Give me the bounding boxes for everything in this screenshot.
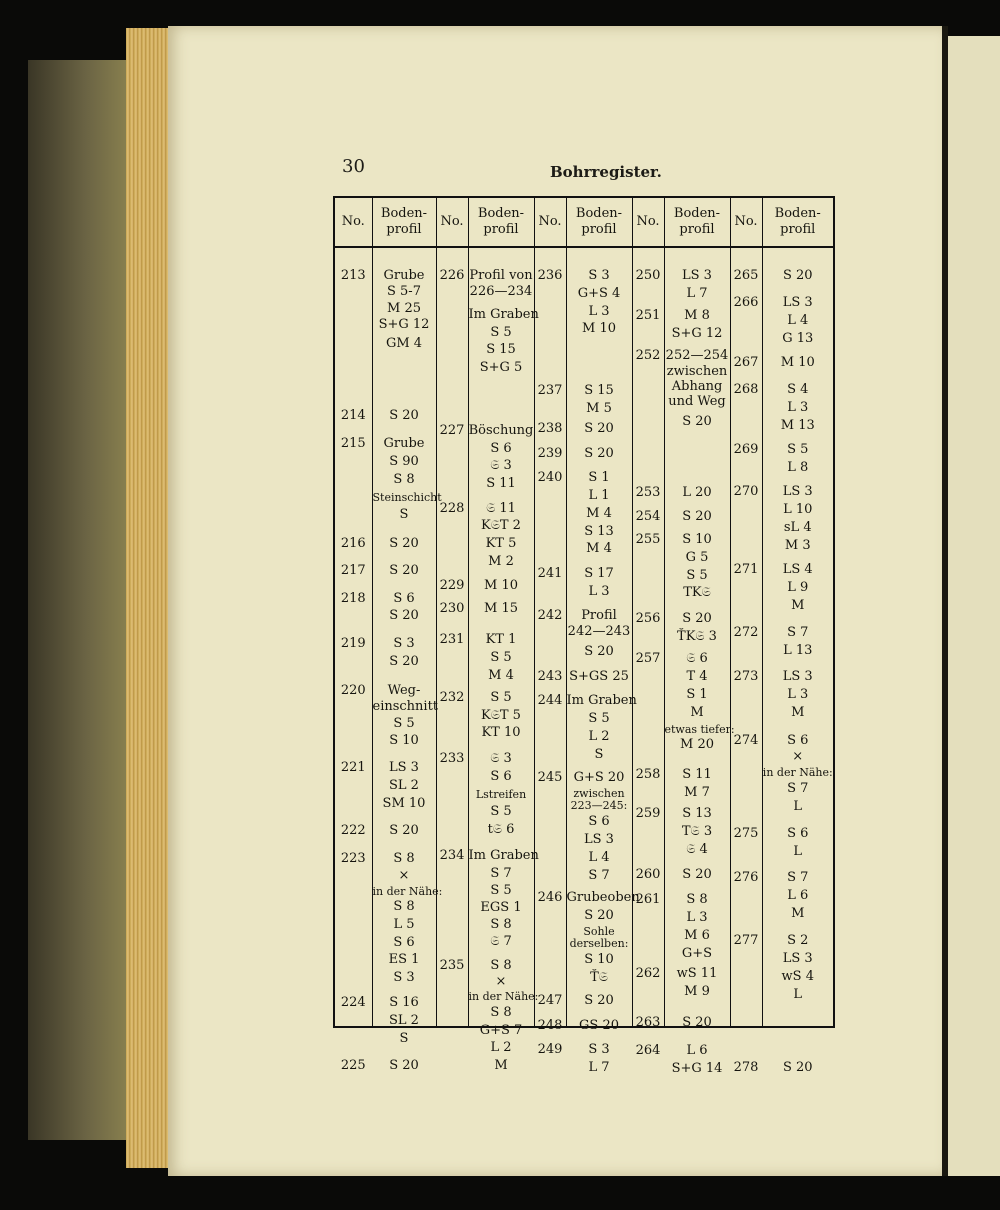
bohrung-number: 227 [439, 423, 465, 438]
header-no: No. [730, 197, 762, 247]
bohrung-number: 266 [733, 295, 759, 310]
profile-line: L 8 [787, 460, 809, 475]
profile-line: S 8 [490, 917, 512, 932]
profile-line: L 7 [588, 1060, 610, 1075]
bohrung-number: 221 [340, 760, 366, 775]
header-bodenprofil: Boden- profil [566, 197, 632, 247]
profile-column [566, 247, 640, 1075]
profile-line: SL 2 [389, 1013, 419, 1028]
profile-line: in der Nähe: [372, 885, 443, 898]
profile-line: M 15 [484, 601, 518, 616]
profile-line: S 20 [389, 563, 419, 578]
profile-line: LS 3 [682, 268, 712, 283]
number-column [632, 247, 664, 1058]
book-page-edges [28, 60, 134, 1140]
bohrung-number: 228 [439, 501, 465, 516]
profile-line: S 8 [393, 851, 415, 866]
profile-line: L 6 [787, 888, 809, 903]
profile-line: S 3 [588, 268, 610, 283]
profile-line: 𝔖 7 [490, 934, 512, 949]
profile-line: M 6 [684, 928, 710, 943]
header-bodenprofil: Boden- profil [372, 197, 436, 247]
profile-line: L 2 [490, 1040, 512, 1055]
profile-line: S 13 [682, 806, 712, 821]
bohrung-number: 243 [537, 669, 563, 684]
profile-line: M [791, 598, 805, 613]
bohrung-number: 253 [635, 485, 661, 500]
profile-line: M [791, 906, 805, 921]
profile-line: L 6 [686, 1043, 708, 1058]
profile-line: wS 4 [781, 969, 814, 984]
header-no: No. [436, 197, 468, 247]
profile-line: S 10 [584, 952, 614, 967]
number-column [334, 247, 372, 1073]
profile-line: S 8 [490, 958, 512, 973]
profile-line: Grube [383, 436, 425, 451]
profile-line: S 10 [682, 532, 712, 547]
number-column [436, 247, 468, 1027]
profile-line: L 2 [588, 729, 610, 744]
profile-line: L 3 [588, 584, 610, 599]
profile-line: S 7 [787, 625, 809, 640]
profile-line: × [398, 868, 410, 883]
profile-line: S 20 [584, 908, 614, 923]
profile-line: Weg- [387, 683, 421, 698]
profile-line: S 3 [588, 1042, 610, 1057]
profile-line: Im Graben [468, 848, 539, 863]
profile-line: Profil [581, 608, 617, 623]
profile-line: L 10 [783, 502, 813, 517]
profile-line: S 5 [490, 325, 512, 340]
bohrung-number: 232 [439, 690, 465, 705]
profile-line: S [399, 507, 409, 522]
bohrung-number: 214 [340, 408, 366, 423]
profile-line: K𝔖T 2 [481, 518, 521, 533]
profile-line: wS 11 [676, 966, 718, 981]
profile-line: S 10 [389, 733, 419, 748]
bohrung-number: 249 [537, 1042, 563, 1057]
profile-line: S 8 [686, 892, 708, 907]
profile-line: L 4 [588, 850, 610, 865]
profile-line: Böschung [468, 423, 534, 438]
profile-line: M 10 [582, 321, 616, 336]
profile-line: 𝔖 4 [686, 842, 708, 857]
profile-line: L [793, 987, 803, 1002]
bohrung-number: 261 [635, 892, 661, 907]
bohrung-number: 218 [340, 591, 366, 606]
profile-line: G 13 [782, 331, 814, 346]
bohrung-number: 229 [439, 578, 465, 593]
bohrung-number: 278 [733, 1060, 759, 1075]
profile-line: M 4 [488, 668, 514, 683]
profile-line: M 5 [586, 401, 612, 416]
bohrung-number: 248 [537, 1018, 563, 1033]
profile-line: KT 1 [485, 632, 517, 647]
bohrung-number: 260 [635, 867, 661, 882]
profile-line: L 4 [787, 313, 809, 328]
profile-line: S 6 [393, 935, 415, 950]
profile-line: M 7 [684, 785, 710, 800]
profile-line: M 10 [484, 578, 518, 593]
profile-line: M 10 [780, 355, 815, 370]
header-bodenprofil: Boden- profil [468, 197, 534, 247]
profile-line: S 5-7 [387, 284, 421, 299]
header-no: No. [334, 197, 372, 247]
profile-line: M 2 [488, 554, 514, 569]
bohrung-number: 271 [733, 562, 759, 577]
profile-line: L 1 [588, 488, 610, 503]
profile-line: etwas tiefer: [664, 723, 735, 736]
profile-line: TK𝔖 [683, 585, 711, 600]
profile-line: 𝔖 11 [486, 501, 516, 516]
running-header: Bohrregister. [550, 163, 662, 181]
profile-line: Profil von [469, 268, 533, 283]
bohrung-number: 230 [439, 601, 465, 616]
bohrregister-table [333, 196, 835, 1076]
profile-line: Im Graben [468, 307, 539, 322]
bohrung-number: 264 [635, 1043, 661, 1058]
profile-line: G+S 20 [573, 770, 625, 785]
profile-line: einschnitt [372, 699, 439, 714]
bohrung-number: 255 [635, 532, 661, 547]
bohrung-number: 234 [439, 848, 465, 863]
profile-line: S 8 [393, 899, 415, 914]
profile-line: Im Graben [566, 693, 637, 708]
profile-line: T̆𝔖 [590, 970, 608, 985]
bohrung-number: 245 [537, 770, 563, 785]
profile-line: S 20 [584, 421, 614, 436]
gilt-page-edges [126, 28, 174, 1168]
profile-line: S 13 [584, 524, 614, 539]
profile-line: S 15 [584, 383, 614, 398]
profile-line: K𝔖T 5 [481, 708, 521, 723]
bohrung-number: 250 [635, 268, 661, 283]
profile-line: S 5 [490, 690, 512, 705]
profile-line: L [793, 844, 803, 859]
bohrung-number: 220 [340, 683, 366, 698]
bohrung-number: 223 [340, 851, 366, 866]
profile-line: S 15 [486, 342, 516, 357]
bohrung-number: 258 [635, 767, 661, 782]
profile-line: zwischen [573, 787, 625, 800]
profile-line: M 20 [680, 737, 714, 752]
profile-line: S 7 [787, 781, 809, 796]
bohrung-number: 222 [340, 823, 366, 838]
profile-line: S 6 [787, 826, 809, 841]
profile-line: S 7 [588, 868, 610, 883]
bohrung-number: 276 [733, 870, 759, 885]
profile-line: LS 3 [782, 484, 813, 499]
profile-column [664, 247, 735, 1076]
profile-line: SM 10 [382, 796, 426, 811]
profile-line: Abhang [671, 379, 723, 394]
profile-line: GS 20 [579, 1018, 619, 1033]
profile-line: × [792, 749, 804, 764]
profile-line: S 5 [490, 883, 512, 898]
profile-line: L 9 [787, 580, 809, 595]
profile-line: S+GS 25 [569, 669, 629, 684]
profile-line: S 20 [682, 611, 712, 626]
profile-line: L 13 [783, 643, 813, 658]
bohrung-number: 257 [635, 651, 661, 666]
profile-line: GM 4 [385, 336, 423, 351]
profile-line: S 17 [584, 566, 614, 581]
profile-line: S 8 [490, 1005, 512, 1020]
profile-line: S 20 [682, 867, 712, 882]
bohrung-number: 252 [635, 348, 661, 363]
number-column [534, 247, 566, 1057]
profile-line: L 20 [682, 485, 712, 500]
profile-line: L 3 [787, 400, 809, 415]
profile-line: in der Nähe: [468, 990, 539, 1003]
bohrung-number: 246 [537, 890, 563, 905]
profile-line: Steinschicht [372, 491, 442, 504]
profile-line: S 20 [682, 1015, 712, 1030]
profile-line: KT 5 [485, 536, 517, 551]
profile-line: LS 3 [584, 832, 614, 847]
profile-line: sL 4 [783, 520, 812, 535]
bohrung-number: 268 [733, 382, 759, 397]
profile-line: L 3 [588, 304, 610, 319]
header-bodenprofil: Boden- profil [762, 197, 834, 247]
profile-line: L 3 [787, 687, 809, 702]
profile-line: S 11 [682, 767, 712, 782]
profile-line: LS 4 [782, 562, 813, 577]
number-column [730, 247, 762, 1075]
profile-line: S 5 [686, 568, 708, 583]
profile-line: S 2 [787, 933, 809, 948]
profile-line: S 4 [787, 382, 809, 397]
profile-column [372, 247, 443, 1073]
bohrung-number: 273 [733, 669, 759, 684]
profile-line: LS 3 [782, 669, 813, 684]
table-body-row [334, 247, 834, 1027]
profile-line: S 3 [393, 970, 415, 985]
bohrung-number: 217 [340, 563, 366, 578]
profile-line: M 4 [586, 506, 612, 521]
profile-line: 𝔖 6 [686, 651, 708, 666]
bohrung-number: 267 [733, 355, 759, 370]
profile-line: in der Nähe: [762, 766, 833, 779]
page-number: 30 [342, 156, 365, 177]
bohrung-number: 241 [537, 566, 563, 581]
bohrung-number: 275 [733, 826, 759, 841]
bohrung-number: 269 [733, 442, 759, 457]
profile-line: S 7 [787, 870, 809, 885]
header-bodenprofil: Boden- profil [664, 197, 730, 247]
profile-line: t𝔖 6 [487, 822, 515, 837]
profile-line: S 20 [682, 414, 712, 429]
profile-line: LS 3 [782, 295, 813, 310]
bohrung-number: 251 [635, 308, 661, 323]
bohrung-number: 262 [635, 966, 661, 981]
profile-line: Grubeoben [566, 890, 640, 905]
bohrung-number: 274 [733, 733, 759, 748]
bohrung-number: 254 [635, 509, 661, 524]
bohrung-number: 242 [537, 608, 563, 623]
bohrung-number: 272 [733, 625, 759, 640]
profile-line: S 20 [389, 536, 419, 551]
profile-line: S 5 [787, 442, 809, 457]
profile-line: S 5 [490, 650, 512, 665]
profile-line: S 1 [686, 687, 708, 702]
profile-line: Sohle [583, 925, 615, 938]
profile-line: G+S 4 [577, 286, 621, 301]
bohrung-number: 233 [439, 751, 465, 766]
bohrung-number: 225 [340, 1058, 366, 1073]
profile-line: S 20 [389, 608, 419, 623]
profile-line: S 6 [490, 441, 512, 456]
profile-line: Lstreifen [475, 788, 527, 801]
profile-line: S 20 [584, 644, 614, 659]
bohrung-number: 224 [340, 995, 366, 1010]
profile-line: S [594, 747, 604, 762]
profile-line: T𝔖 3 [681, 824, 713, 839]
bohrung-number: 277 [733, 933, 759, 948]
profile-line: 𝔖 3 [490, 751, 512, 766]
profile-line: M 13 [780, 418, 815, 433]
profile-column [762, 247, 834, 1075]
table-header-row [334, 197, 834, 247]
profile-line: derselben: [569, 937, 629, 950]
profile-line: L 7 [686, 286, 708, 301]
profile-line: S+G 5 [479, 360, 523, 375]
bohrung-number: 226 [439, 268, 465, 283]
profile-line: S+G 12 [671, 326, 723, 341]
profile-line: ES 1 [388, 952, 420, 967]
bohrung-number: 239 [537, 446, 563, 461]
profile-line: T̆K𝔖 3 [677, 629, 717, 644]
profile-line: KT 10 [481, 725, 521, 740]
profile-line: Grube [383, 268, 425, 283]
bohrung-number: 240 [537, 470, 563, 485]
profile-line: 242—243 [567, 624, 631, 639]
profile-line: EGS 1 [480, 900, 522, 915]
profile-line: M 3 [784, 538, 811, 553]
bohrung-number: 216 [340, 536, 366, 551]
profile-line: S 16 [389, 995, 419, 1010]
profile-line: S 20 [389, 823, 419, 838]
profile-line: T 4 [686, 669, 708, 684]
profile-line: M 8 [684, 308, 710, 323]
profile-line: S 20 [584, 446, 614, 461]
profile-line: S 5 [393, 716, 415, 731]
profile-line: S+G 14 [671, 1061, 723, 1076]
profile-line: M 9 [684, 984, 710, 999]
profile-line: 226—234 [469, 284, 533, 299]
profile-line: G+S 7 [479, 1023, 523, 1038]
bohrung-number: 219 [340, 636, 366, 651]
profile-line: × [495, 974, 507, 989]
profile-line: zwischen [666, 364, 728, 379]
profile-line: 𝔖 3 [490, 458, 512, 473]
bohrung-number: 238 [537, 421, 563, 436]
bohrung-number: 265 [733, 268, 759, 283]
bohrung-number: 237 [537, 383, 563, 398]
profile-line: G+S [681, 946, 713, 961]
profile-line: M [690, 705, 704, 720]
profile-line: S 1 [588, 470, 610, 485]
profile-line: 252—254 [665, 348, 729, 363]
profile-line: L [793, 799, 803, 814]
profile-line: S 6 [787, 733, 809, 748]
profile-line: L 3 [686, 910, 708, 925]
profile-line: M [791, 705, 805, 720]
profile-line: S 20 [782, 268, 813, 283]
profile-line: S 3 [393, 636, 415, 651]
bohrung-number: 244 [537, 693, 563, 708]
bohrung-number: 263 [635, 1015, 661, 1030]
profile-line: S 20 [389, 408, 419, 423]
profile-line: S 90 [389, 454, 419, 469]
profile-line: S 20 [782, 1060, 813, 1075]
profile-column [468, 247, 539, 1073]
profile-line: S [399, 1031, 409, 1046]
bohrung-number: 231 [439, 632, 465, 647]
profile-line: S 5 [490, 804, 512, 819]
bohrung-number: 213 [340, 268, 366, 283]
bohrung-number: 256 [635, 611, 661, 626]
profile-line: S+G 12 [378, 317, 430, 332]
profile-line: S 7 [490, 866, 512, 881]
facing-page [948, 36, 1000, 1176]
profile-line: S 20 [584, 993, 614, 1008]
profile-line: M 25 [387, 301, 421, 316]
profile-line: 223—245: [570, 799, 628, 812]
header-no: No. [534, 197, 566, 247]
bohrung-number: 236 [537, 268, 563, 283]
bohrung-number: 215 [340, 436, 366, 451]
header-no: No. [632, 197, 664, 247]
profile-line: G 5 [685, 550, 709, 565]
profile-line: S 6 [393, 591, 415, 606]
profile-line: S 6 [490, 769, 512, 784]
profile-line: S 20 [389, 654, 419, 669]
profile-line: S 6 [588, 814, 610, 829]
bohrung-number: 235 [439, 958, 465, 973]
bohrung-number: 259 [635, 806, 661, 821]
profile-line: S 8 [393, 472, 415, 487]
profile-line: M [494, 1058, 508, 1073]
profile-line: LS 3 [782, 951, 813, 966]
profile-line: L 5 [393, 917, 415, 932]
profile-line: M 4 [586, 541, 612, 556]
bohrung-number: 270 [733, 484, 759, 499]
profile-line: LS 3 [389, 760, 419, 775]
bohrung-number: 247 [537, 993, 563, 1008]
profile-line: S 20 [389, 1058, 419, 1073]
profile-line: S 20 [682, 509, 712, 524]
profile-line: SL 2 [389, 778, 419, 793]
profile-line: S 11 [486, 476, 516, 491]
profile-line: und Weg [668, 394, 726, 409]
profile-line: S 5 [588, 711, 610, 726]
